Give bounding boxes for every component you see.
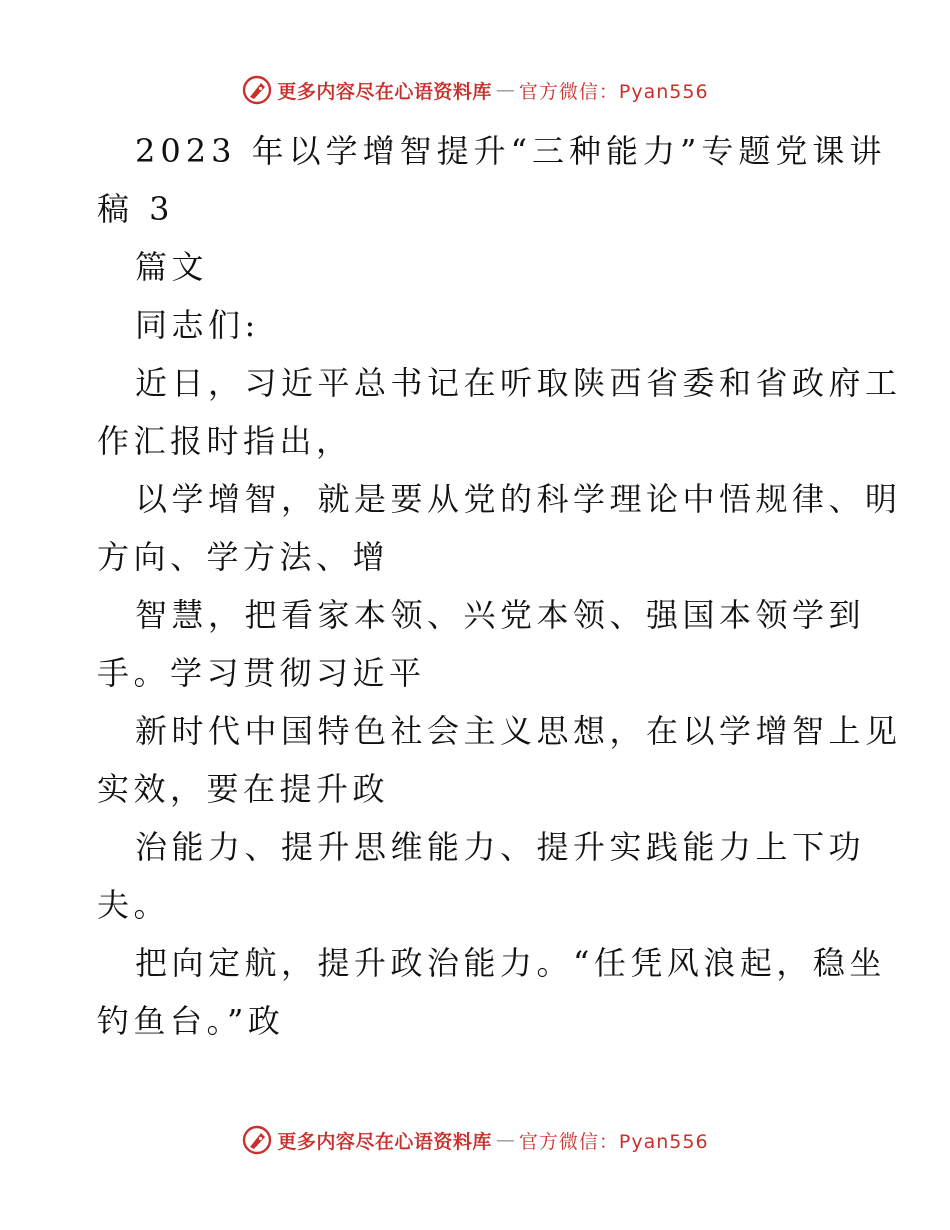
document-title-line-2: 稿 3 — [97, 190, 175, 228]
paragraph-line: 把向定航，提升政治能力。“任凭风浪起，稳坐 — [135, 944, 886, 982]
watermark-contact: 官方微信：Pyan556 — [518, 80, 709, 103]
watermark-dash: — — [495, 79, 515, 101]
header-watermark — [0, 70, 950, 110]
paragraph-line: 治能力、提升思维能力、提升实践能力上下功 — [135, 828, 866, 866]
paragraph-line: 实效，要在提升政 — [97, 770, 390, 808]
paragraph-line: 作汇报时指出， — [97, 422, 353, 460]
paragraph-line: 方向、学方法、增 — [97, 538, 390, 576]
document-greeting: 同志们: — [135, 306, 260, 344]
watermark-contact: 官方微信：Pyan556 — [518, 1130, 709, 1153]
watermark-dash: — — [495, 1129, 515, 1151]
document-label: 篇文 — [135, 248, 209, 286]
watermark-brand: 更多内容尽在心语资料库 — [277, 80, 492, 103]
paragraph-line: 近日，习近平总书记在听取陕西省委和省政府工 — [135, 364, 902, 402]
paragraph-line: 夫。 — [97, 886, 171, 924]
pen-nib-circle-icon — [241, 74, 273, 106]
paragraph-line: 钓鱼台。”政 — [97, 1002, 285, 1040]
paragraph-line: 新时代中国特色社会主义思想，在以学增智上见 — [135, 712, 902, 750]
document-paragraphs — [97, 354, 902, 1050]
paragraph-line: 智慧，把看家本领、兴党本领、强国本领学到 — [135, 596, 866, 634]
pen-nib-circle-icon — [241, 1124, 273, 1156]
paragraph-line: 以学增智，就是要从党的科学理论中悟规律、明 — [135, 480, 902, 518]
paragraph-line: 手。学习贯彻习近平 — [97, 654, 426, 692]
document-body — [97, 122, 902, 1050]
footer-watermark — [0, 1120, 950, 1160]
watermark-brand: 更多内容尽在心语资料库 — [277, 1130, 492, 1153]
document-title-line-1: 2023 年以学增智提升“三种能力”专题党课讲 — [135, 132, 887, 170]
